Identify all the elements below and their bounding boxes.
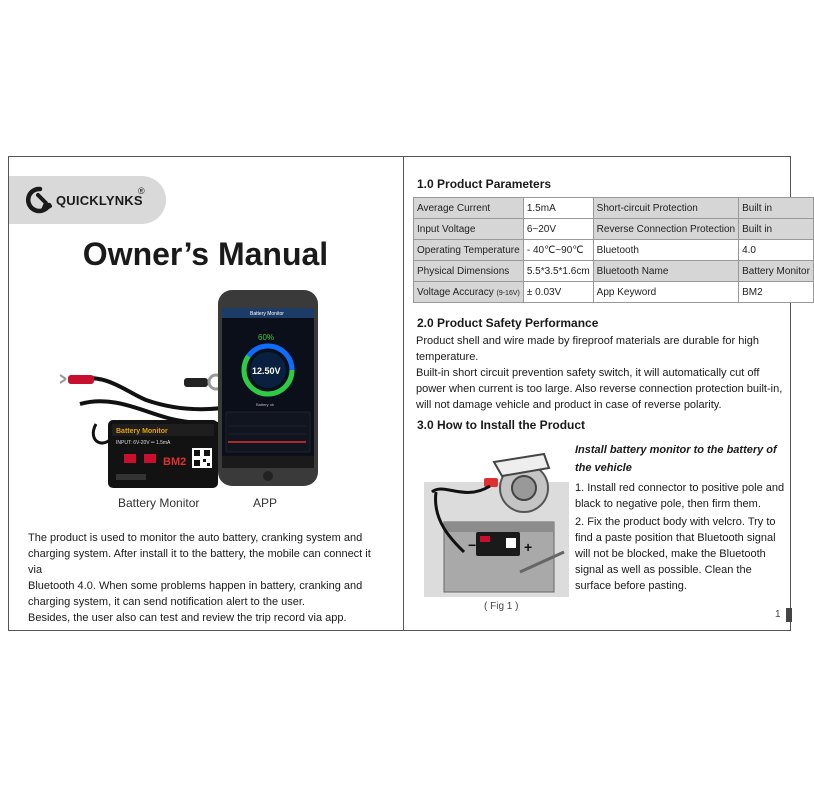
registered-mark: ® [138,186,145,196]
product-description [28,530,376,626]
table-row [414,240,814,261]
param-label: App Keyword [593,282,738,303]
table-row [414,282,814,303]
param-value: 4.0 [739,240,814,261]
param-value: 5.5*3.5*1.6cm [523,261,593,282]
param-value: ± 0.03V [523,282,593,303]
safety-text [416,333,790,413]
svg-text:+: + [524,539,533,555]
page-tab [786,608,792,622]
param-label: Bluetooth [593,240,738,261]
param-label: Operating Temperature [414,240,524,261]
param-label: Physical Dimensions [414,261,524,282]
section-heading-parameters: 1.0 Product Parameters [417,177,552,191]
description-line: charging system, it can send notification alert to the user. [28,596,305,608]
app-percent: 60% [258,333,275,342]
page-number: 1 [775,609,781,620]
svg-text:−: − [468,537,477,553]
param-value: Battery Monitor [739,261,814,282]
parameters-table [413,197,814,303]
param-label: Short-circuit Protection [593,198,738,219]
safety-paragraph: Product shell and wire made by fireproof materials are durable for high temperature. [416,335,760,363]
quicklynks-logo-icon [25,185,55,215]
device-model: BM2 [163,456,187,468]
install-title: Install battery monitor to the battery of the vehicle [575,444,777,474]
device-input: INPUT: 6V-20V ═ 1.5mA [116,440,171,446]
page-divider [403,156,404,631]
safety-paragraph: Built-in short circuit prevention safety switch, it will automatically cut off power when current is too large. Also reverse connection protection built-in, will not damage vehicle and product in case of reverse polarity. [416,367,783,411]
section-heading-safety: 2.0 Product Safety Performance [417,316,599,330]
description-line: Bluetooth 4.0. When some problems happen in battery, cranking and [28,580,363,592]
param-label: Input Voltage [414,219,524,240]
description-line: Besides, the user also can test and review the trip record via app. [28,612,347,624]
section-heading-install: 3.0 How to Install the Product [417,418,586,432]
app-header: Battery Monitor [250,311,284,317]
param-label: Bluetooth Name [593,261,738,282]
app-voltage: 12.50V [252,366,281,376]
param-value: - 40℃~90℃ [523,240,593,261]
caption-app: APP [253,496,278,510]
red-connector [68,375,94,384]
caption-battery-monitor: Battery Monitor [118,496,200,510]
table-row [414,219,814,240]
param-value: 6~20V [523,219,593,240]
install-step-2: 2. Fix the product body with velcro. Try to find a paste position that Bluetooth signal will not be blocked, make the Bluetooth signal as well as possible. Clean the surface before pasting. [575,516,776,592]
product-illustration [66,282,336,492]
page-title: Owner’s Manual [82,236,329,272]
param-label-note: (9-16V) [496,289,520,297]
install-illustration [424,452,569,597]
param-label [414,282,524,303]
param-value: 1.5mA [523,198,593,219]
table-row [414,261,814,282]
param-label-text: Voltage Accuracy [417,286,494,298]
param-value: Built in [739,198,814,219]
black-connector [184,378,208,387]
figure-caption: ( Fig 1 ) [484,601,519,612]
red-connector [484,478,498,487]
brand-name: QUICKLYNKS [56,193,143,208]
description-line: charging system. After install it to the battery, the mobile can connect it via [28,548,371,576]
param-value: BM2 [739,282,814,303]
device-label: Battery Monitor [116,428,168,435]
table-row [414,198,814,219]
install-step-1: 1. Install red connector to positive pole and black to negative pole, then firm them. [575,482,785,510]
param-label: Average Current [414,198,524,219]
app-status: Battery ok [256,402,275,407]
param-value: Built in [739,219,814,240]
description-line: The product is used to monitor the auto battery, cranking system and [28,532,363,544]
param-label: Reverse Connection Protection [593,219,738,240]
